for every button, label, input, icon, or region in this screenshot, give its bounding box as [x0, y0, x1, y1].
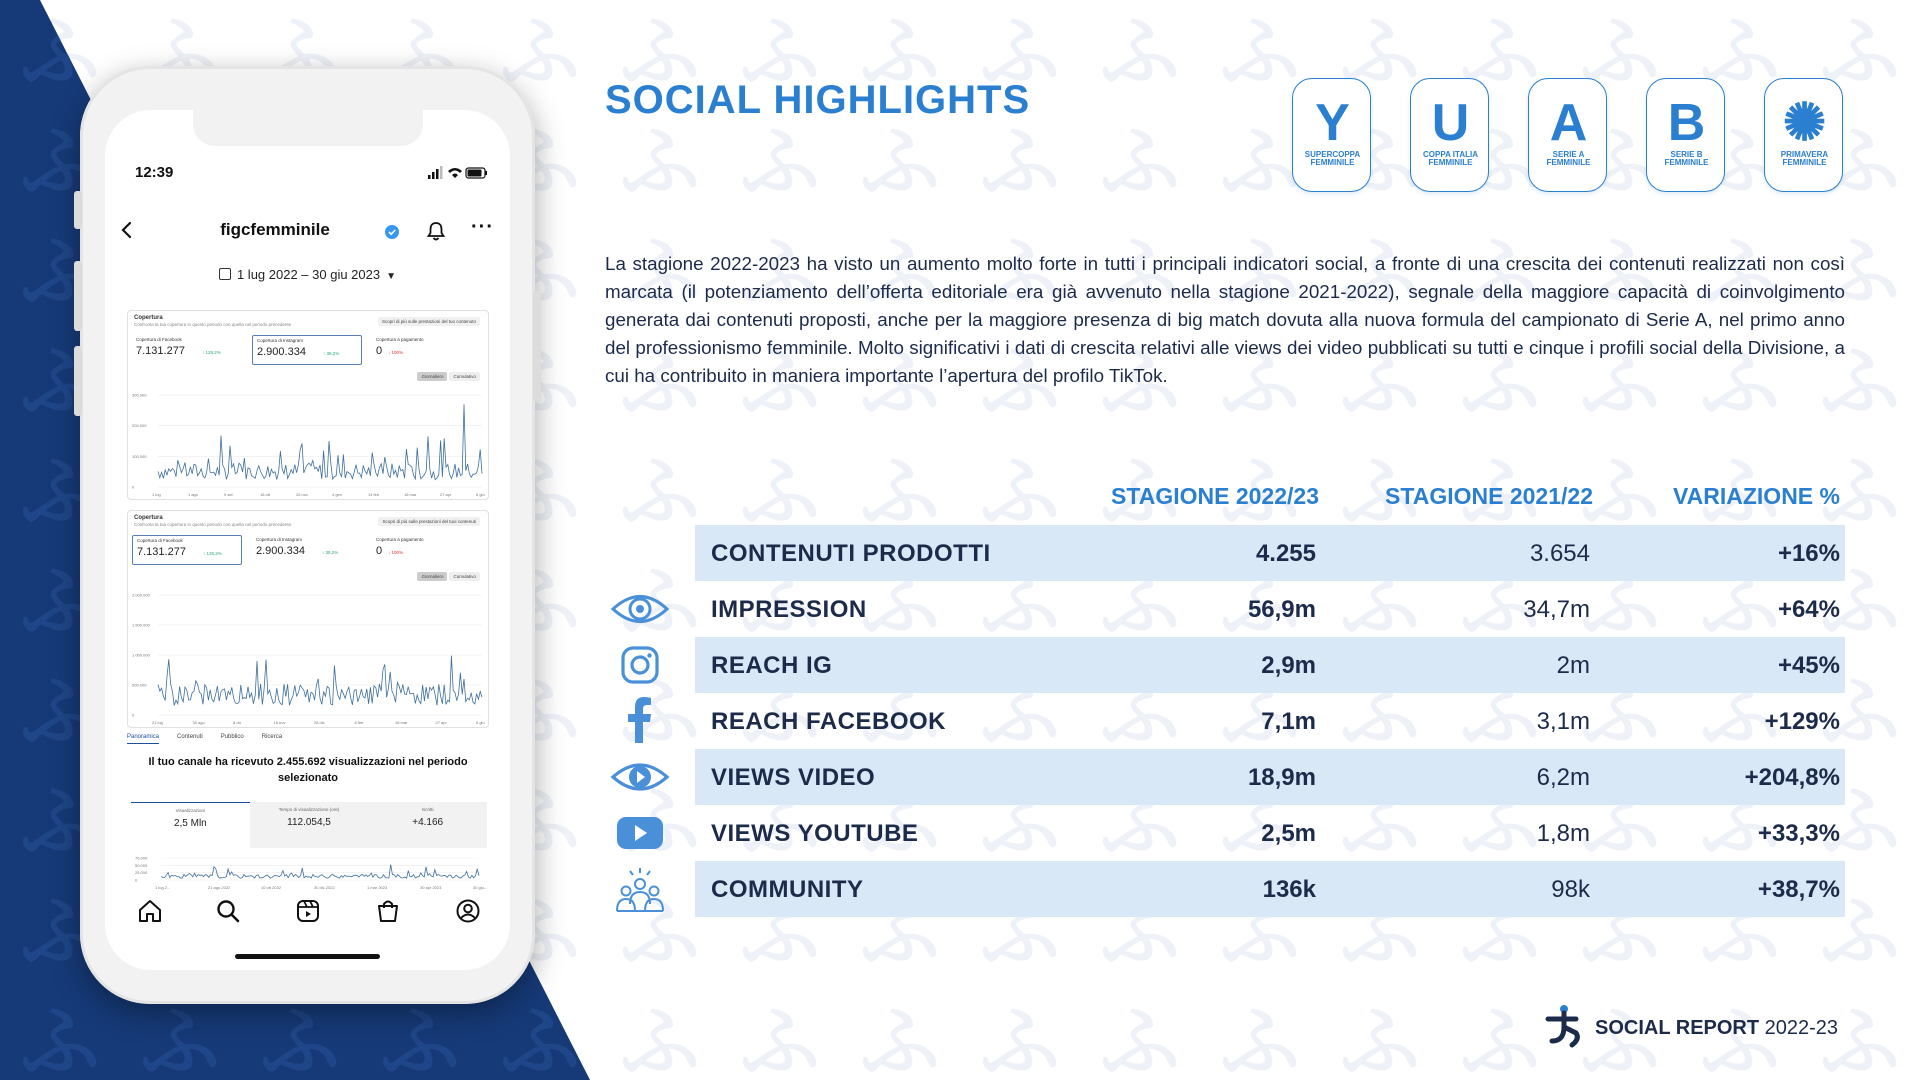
facebook-icon — [610, 695, 670, 745]
bell-icon[interactable] — [425, 220, 447, 242]
value-change: +33,3% — [1757, 820, 1840, 847]
community-icon — [610, 864, 670, 920]
tab-content[interactable]: Contenuti — [177, 734, 203, 740]
home-icon[interactable] — [137, 898, 163, 924]
stat-label: Copertura di Instagram — [256, 537, 303, 542]
badge-label: SUPERCOPPA FEMMINILE — [1304, 150, 1361, 167]
x-tick-label: 10 ott 2022 — [261, 885, 282, 890]
badge-supercoppa — [1292, 78, 1371, 192]
y-tick-label: 300.000 — [132, 392, 147, 398]
date-range-selector[interactable] — [105, 267, 510, 282]
phone-screen — [105, 110, 510, 970]
row-label: REACH IG — [711, 652, 833, 679]
y-tick-label: 0 — [132, 484, 135, 490]
x-tick-label: 6 giu — [476, 720, 485, 725]
value-2021-22: 6,2m — [1536, 764, 1590, 791]
badge-glyph: B — [1667, 94, 1706, 152]
value-change: +64% — [1777, 596, 1840, 623]
x-tick-label: 30 apr 2023 — [420, 885, 442, 890]
x-tick-label: 18 mar — [404, 492, 417, 497]
badge-primavera — [1764, 78, 1843, 192]
row-label: CONTENUTI PRODOTTI — [711, 540, 991, 567]
card-subtitle: Confronta la tua copertura in questo periodo con quella nel periodo precedente. — [134, 522, 293, 527]
tab-research[interactable]: Ricerca — [261, 734, 283, 740]
value-2022-23: 2,5m — [1261, 820, 1316, 847]
y-tick-label: 50.000 — [135, 862, 148, 868]
stat-instagram-reach[interactable] — [252, 535, 362, 565]
x-tick-label: 18 mar — [395, 720, 408, 725]
x-tick-label: 1 lug — [152, 492, 161, 497]
x-tick-label: 1 mar 2023 — [367, 885, 388, 890]
x-tick-label: 30 dic 2022 — [314, 885, 335, 890]
instagram-header — [105, 210, 510, 250]
stat-change: ↓ 100% — [388, 350, 404, 355]
phone-notch — [193, 110, 423, 146]
x-tick-label: 30 giu... — [473, 885, 487, 890]
table-row-views-youtube — [695, 805, 1845, 861]
granularity-toggle[interactable] — [415, 574, 480, 579]
x-tick-label: 30 ago — [192, 720, 205, 725]
stat-label: Copertura di Facebook — [136, 337, 182, 342]
phone-volume-down-button — [74, 346, 82, 416]
stat-change: ↓ 100% — [388, 550, 404, 555]
table-row-reach-ig — [695, 637, 1845, 693]
stat-paid-reach[interactable] — [372, 535, 482, 565]
youtube-stats — [131, 802, 487, 848]
x-tick-label: 26 nov — [296, 492, 309, 497]
stat-change: ↑ 38,2% — [323, 351, 340, 356]
youtube-views-chart — [131, 852, 487, 892]
reels-icon[interactable] — [295, 898, 321, 924]
stat-value: 112.054,5 — [287, 817, 331, 828]
reach-chart-2 — [128, 589, 490, 727]
stat-value: 2.900.334 — [257, 346, 306, 358]
x-tick-label: 8 ott — [233, 720, 241, 725]
y-tick-label: 1.000.000 — [132, 652, 150, 658]
search-icon[interactable] — [215, 898, 241, 924]
verified-badge-icon — [385, 225, 399, 239]
badge-label: SERIE B FEMMINILE — [1664, 150, 1709, 167]
stat-label: Copertura di Instagram — [257, 338, 304, 343]
phone-mockup — [80, 66, 535, 1004]
value-2021-22: 2m — [1556, 652, 1590, 679]
header-season-2022-23: STAGIONE 2022/23 — [1111, 483, 1319, 509]
header-change-percent: VARIAZIONE % — [1673, 483, 1840, 509]
granularity-toggle[interactable] — [415, 374, 480, 379]
intro-paragraph: La stagione 2022-2023 ha visto un aumento molto forte in tutti i principali indicatori social, a fronte di una crescita dei contenuti realizzati non così marcata (il potenziamento dell’offerta editoriale era già avvenuto nella stagione 2021-2022), segnale della maggiore capacità di coinvolgimento generata dai contenuti proposti, anche per la maggiore presenza di big match dovuta alla nuova formula del campionato di Serie A, nel primo anno del professionismo femminile. Molto significativi i dati di crescita relativi alle views dei video pubblicati su tutti e cinque i profili social della Divisione, a cui ha contribuito in maniera importante l’apertura del profilo TikTok. — [605, 253, 1845, 386]
y-tick-label: 25.000 — [135, 870, 148, 876]
badge-glyph: Y — [1315, 94, 1350, 152]
x-tick-label: 18 ott — [260, 492, 271, 497]
reach-chart-1 — [128, 389, 490, 499]
reach-card-instagram — [127, 310, 489, 500]
badge-label: COPPA ITALIA FEMMINILE — [1423, 150, 1478, 167]
shop-icon[interactable] — [375, 898, 401, 924]
account-name: figcfemminile — [220, 220, 330, 239]
stat-label: Copertura di Facebook — [137, 538, 183, 543]
table-row-views-video — [695, 749, 1845, 805]
x-tick-label: 21 lug — [152, 720, 163, 725]
value-change: +45% — [1777, 652, 1840, 679]
row-label: COMMUNITY — [711, 876, 864, 903]
instagram-icon — [610, 640, 670, 690]
header-season-2021-22: STAGIONE 2021/22 — [1385, 483, 1593, 509]
footer-report-label: SOCIAL REPORT — [1595, 1017, 1760, 1039]
badge-glyph: A — [1549, 94, 1588, 152]
row-label: REACH FACEBOOK — [711, 708, 947, 735]
footer-year: 2022-23 — [1764, 1017, 1839, 1039]
stat-value: 7.131.277 — [136, 345, 185, 357]
stat-value: 2.900.334 — [256, 545, 305, 557]
stat-value: 7.131.277 — [137, 546, 186, 558]
x-tick-label: 21 ago 2022 — [208, 885, 231, 890]
youtube-icon — [610, 808, 670, 858]
value-2022-23: 136k — [1262, 876, 1316, 903]
stat-paid-reach[interactable] — [372, 335, 482, 365]
badge-coppa-italia — [1410, 78, 1489, 192]
card-title: Copertura — [134, 315, 163, 321]
table-row-community — [695, 861, 1845, 917]
toggle-daily[interactable]: Giornaliero — [417, 372, 447, 381]
stat-value: 2,5 Mln — [173, 818, 207, 829]
tab-overview[interactable]: Panoramica — [127, 734, 159, 744]
value-change: +16% — [1777, 540, 1840, 567]
stat-value: 0 — [376, 345, 383, 357]
footer — [1540, 1003, 1860, 1049]
value-2021-22: 1,8m — [1536, 820, 1590, 847]
x-tick-label: 6 feb — [354, 720, 364, 725]
status-time: 12:39 — [135, 164, 174, 181]
stat-facebook-reach[interactable] — [132, 335, 242, 365]
value-change: +204,8% — [1744, 764, 1840, 791]
x-tick-label: 14 feb — [368, 492, 380, 497]
card-title: Copertura — [134, 515, 163, 521]
value-change: +38,7% — [1757, 876, 1840, 903]
y-tick-label: 500.000 — [132, 682, 147, 688]
row-label: VIEWS VIDEO — [711, 764, 876, 791]
x-tick-label: 28 dic — [314, 720, 325, 725]
row-label: VIEWS YOUTUBE — [711, 820, 919, 847]
video-eye-icon — [610, 752, 670, 802]
learn-more-button[interactable]: Scopri di più sulle prestazioni del tuoi contenuti — [378, 517, 480, 526]
chevron-down-icon: ▼ — [386, 271, 397, 282]
y-tick-label: 1.500.000 — [132, 622, 150, 628]
value-2022-23: 18,9m — [1247, 764, 1316, 791]
series-line — [161, 865, 479, 879]
y-tick-label: 75.000 — [135, 855, 148, 861]
stat-change: ↑ 38,2% — [322, 550, 339, 555]
y-tick-label: 100.000 — [132, 453, 147, 459]
phone-mute-button — [74, 191, 82, 229]
row-label: IMPRESSION — [711, 596, 867, 623]
x-tick-label: 27 apr — [440, 492, 452, 497]
phone-power-button — [533, 291, 541, 401]
badge-label: SERIE A FEMMINILE — [1546, 150, 1591, 167]
x-tick-label: 4 gen — [332, 492, 343, 497]
tab-audience[interactable]: Pubblico — [220, 734, 244, 740]
y-tick-label: 0 — [135, 877, 138, 883]
value-2022-23: 2,9m — [1261, 652, 1316, 679]
table-row-contenuti — [695, 525, 1845, 581]
y-tick-label: 2.000.000 — [132, 592, 150, 598]
toggle-daily[interactable]: Giornaliero — [417, 572, 447, 581]
badge-glyph: U — [1431, 94, 1470, 152]
x-tick-label: 1 lug 2... — [155, 885, 171, 890]
stat-facebook-reach[interactable] — [132, 535, 242, 565]
toggle-cumulative[interactable]: Cumulativo — [449, 372, 480, 381]
value-2022-23: 56,9m — [1247, 596, 1316, 623]
stat-label: Visualizzazioni — [175, 808, 206, 813]
figc-femminile-logo-icon — [1540, 1003, 1586, 1049]
more-options-icon[interactable]: ··· — [471, 216, 494, 238]
value-2021-22: 34,7m — [1523, 596, 1590, 623]
x-tick-label: 1 ago — [188, 492, 199, 497]
calendar-icon — [219, 268, 231, 280]
phone-volume-up-button — [74, 261, 82, 331]
footer-title — [1595, 1017, 1838, 1040]
value-2022-23: 4.255 — [1255, 540, 1316, 567]
stat-instagram-reach[interactable] — [252, 335, 362, 365]
yt-stat-views[interactable] — [131, 802, 250, 848]
profile-icon[interactable] — [455, 898, 481, 924]
x-tick-label: 6 giu — [476, 492, 485, 497]
youtube-tabs — [127, 734, 489, 740]
badge-serie-b — [1646, 78, 1725, 192]
badge-glyph: ✺ — [1782, 94, 1827, 152]
x-tick-label: 16 nov — [273, 720, 286, 725]
series-line — [158, 404, 482, 479]
stat-label: Iscritti — [421, 807, 434, 812]
youtube-headline: Il tuo canale ha ricevuto 2.455.692 visualizzazioni nel periodo selezionato — [148, 756, 468, 784]
x-tick-label: 27 apr — [435, 720, 447, 725]
table-row-reach-facebook — [695, 693, 1845, 749]
toggle-cumulative[interactable]: Cumulativo — [449, 572, 480, 581]
badge-label: PRIMAVERA FEMMINILE — [1780, 150, 1829, 167]
value-2021-22: 3,1m — [1536, 708, 1590, 735]
table-row-impression — [695, 581, 1845, 637]
stat-label: Copertura a pagamento — [376, 337, 424, 342]
stat-label: Copertura a pagamento — [376, 537, 424, 542]
value-change: +129% — [1764, 708, 1840, 735]
date-range-label: 1 lug 2022 – 30 giu 2023 — [236, 267, 381, 282]
stat-label: Tempo di visualizzazione (ore) — [278, 807, 340, 812]
yt-stat-subscribers[interactable] — [368, 802, 487, 848]
x-tick-label: 9 set — [224, 492, 233, 497]
page-title: SOCIAL HIGHLIGHTS — [605, 78, 1031, 122]
value-2021-22: 3.654 — [1529, 540, 1590, 567]
series-line — [158, 656, 482, 706]
badge-serie-a — [1528, 78, 1607, 192]
learn-more-button[interactable]: Scopri di più sulle prestazioni del tuo contenuto — [378, 317, 480, 326]
y-tick-label: 200.000 — [132, 423, 147, 429]
stat-change: ↑ 125,2% — [203, 551, 222, 556]
stat-value: +4.166 — [412, 817, 444, 828]
stat-value: 0 — [376, 545, 383, 557]
yt-stat-watch-time[interactable] — [250, 802, 369, 848]
y-tick-label: 0 — [132, 712, 135, 718]
value-2022-23: 7,1m — [1261, 708, 1316, 735]
value-2021-22: 98k — [1551, 876, 1590, 903]
eye-icon — [610, 584, 670, 634]
card-subtitle: Confronta la tua copertura in questo periodo con quella nel periodo precedente — [134, 322, 292, 327]
stat-change: ↑ 125,2% — [202, 350, 221, 355]
reach-card-facebook — [127, 510, 489, 728]
home-indicator — [235, 954, 380, 959]
status-icons — [428, 166, 488, 180]
